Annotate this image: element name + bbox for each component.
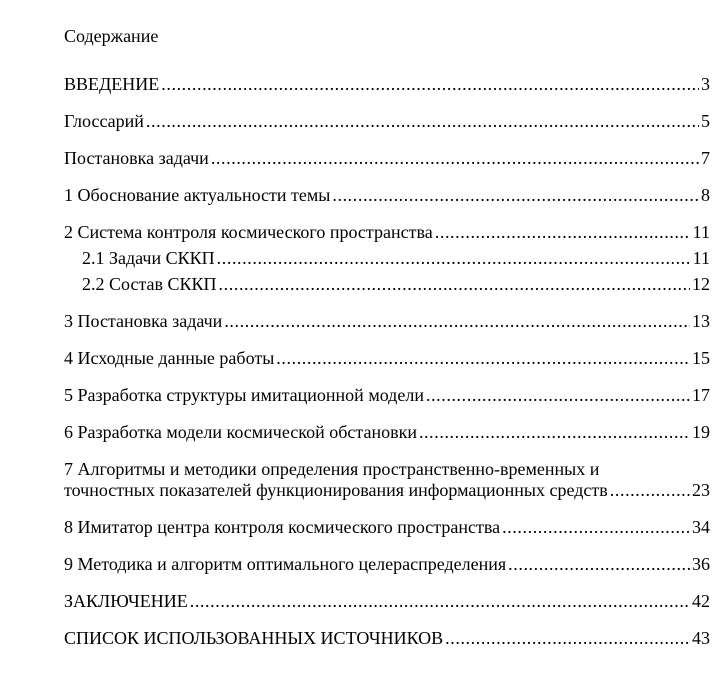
toc-entry-label: Постановка задачи	[64, 148, 209, 168]
toc-page-number: 5	[701, 111, 710, 131]
toc-entry-label: 2 Система контроля космического пространства	[64, 222, 433, 242]
toc-entry-row	[64, 348, 710, 369]
toc-list	[64, 74, 710, 649]
toc-entry-row	[64, 517, 710, 538]
dot-leader	[161, 74, 699, 95]
dot-leader	[276, 348, 690, 369]
toc-page-number: 8	[701, 185, 710, 205]
toc-entry-label: точностных показателей функционирования информационных средств	[64, 480, 608, 500]
toc-entry-label: 5 Разработка структуры имитационной модели	[64, 385, 424, 405]
toc-page-number: 11	[692, 248, 710, 268]
toc-entry-row	[64, 480, 710, 501]
toc-entry-label: 3 Постановка задачи	[64, 311, 223, 331]
dot-leader	[502, 517, 690, 538]
toc-entry	[64, 274, 710, 295]
toc-entry	[64, 348, 710, 369]
toc-entry-row	[64, 422, 710, 443]
toc-entry-label: ВВЕДЕНИЕ	[64, 74, 160, 94]
toc-entry-row	[64, 554, 710, 575]
toc-page-number: 36	[692, 554, 710, 574]
toc-entry-row	[64, 74, 710, 95]
dot-leader	[426, 385, 690, 406]
toc-entry-row	[64, 591, 710, 612]
toc-entry-row	[64, 148, 710, 169]
toc-entry-label: Глоссарий	[64, 111, 144, 131]
toc-page-number: 15	[692, 348, 710, 368]
toc-entry-label: 4 Исходные данные работы	[64, 348, 275, 368]
dot-leader	[217, 248, 691, 269]
toc-entry-label-line: 7 Алгоритмы и методики определения пространственно-временных и	[64, 459, 600, 479]
dot-leader	[419, 422, 690, 443]
page-title: Содержание	[64, 26, 159, 46]
toc-entry-row	[64, 628, 710, 649]
toc-entry-label: 2.1 Задачи СККП	[82, 248, 215, 268]
toc-entry	[64, 74, 710, 95]
toc-page-number: 34	[692, 517, 710, 537]
toc-entry-label: СПИСОК ИСПОЛЬЗОВАННЫХ ИСТОЧНИКОВ	[64, 628, 444, 648]
toc-entry-label: 9 Методика и алгоритм оптимального целераспределения	[64, 554, 507, 574]
toc-entry-label: 6 Разработка модели космической обстановки	[64, 422, 417, 442]
toc-page-number: 23	[692, 480, 710, 500]
dot-leader	[211, 148, 699, 169]
dot-leader	[146, 111, 699, 132]
toc-page-number: 17	[692, 385, 710, 405]
dot-leader	[435, 222, 691, 243]
dot-leader	[508, 554, 690, 575]
toc-page-number: 19	[692, 422, 710, 442]
dot-leader	[190, 591, 690, 612]
toc-entry-row	[64, 222, 710, 243]
dot-leader	[219, 274, 690, 295]
toc-entry	[64, 459, 710, 501]
toc-entry-row	[64, 111, 710, 132]
dot-leader	[332, 185, 699, 206]
dot-leader	[224, 311, 690, 332]
toc-entry-label: 2.2 Состав СККП	[82, 274, 217, 294]
toc-page-number: 11	[692, 222, 710, 242]
toc-entry-label: 8 Имитатор центра контроля космического пространства	[64, 517, 501, 537]
toc-entry-row	[64, 185, 710, 206]
toc-entry-row	[82, 248, 710, 269]
toc-entry	[64, 185, 710, 206]
toc-entry	[64, 248, 710, 269]
toc-entry	[64, 628, 710, 649]
toc-page-number: 12	[692, 274, 710, 294]
toc-page-number: 13	[692, 311, 710, 331]
toc-entry	[64, 554, 710, 575]
toc-entry	[64, 385, 710, 406]
toc-entry	[64, 148, 710, 169]
toc-page-number: 7	[701, 148, 710, 168]
toc-entry	[64, 591, 710, 612]
toc-entry	[64, 311, 710, 332]
toc-entry-label: ЗАКЛЮЧЕНИЕ	[64, 591, 188, 611]
toc-page-number: 3	[701, 74, 710, 94]
toc-entry	[64, 222, 710, 243]
toc-entry	[64, 111, 710, 132]
toc-entry-row	[64, 385, 710, 406]
toc-page-number: 43	[692, 628, 710, 648]
toc-entry	[64, 422, 710, 443]
toc-entry	[64, 517, 710, 538]
toc-page-number: 42	[692, 591, 710, 611]
dot-leader	[445, 628, 690, 649]
toc-entry-label: 1 Обоснование актуальности темы	[64, 185, 331, 205]
toc-entry-row	[82, 274, 710, 295]
dot-leader	[610, 480, 690, 501]
toc-entry-row	[64, 311, 710, 332]
